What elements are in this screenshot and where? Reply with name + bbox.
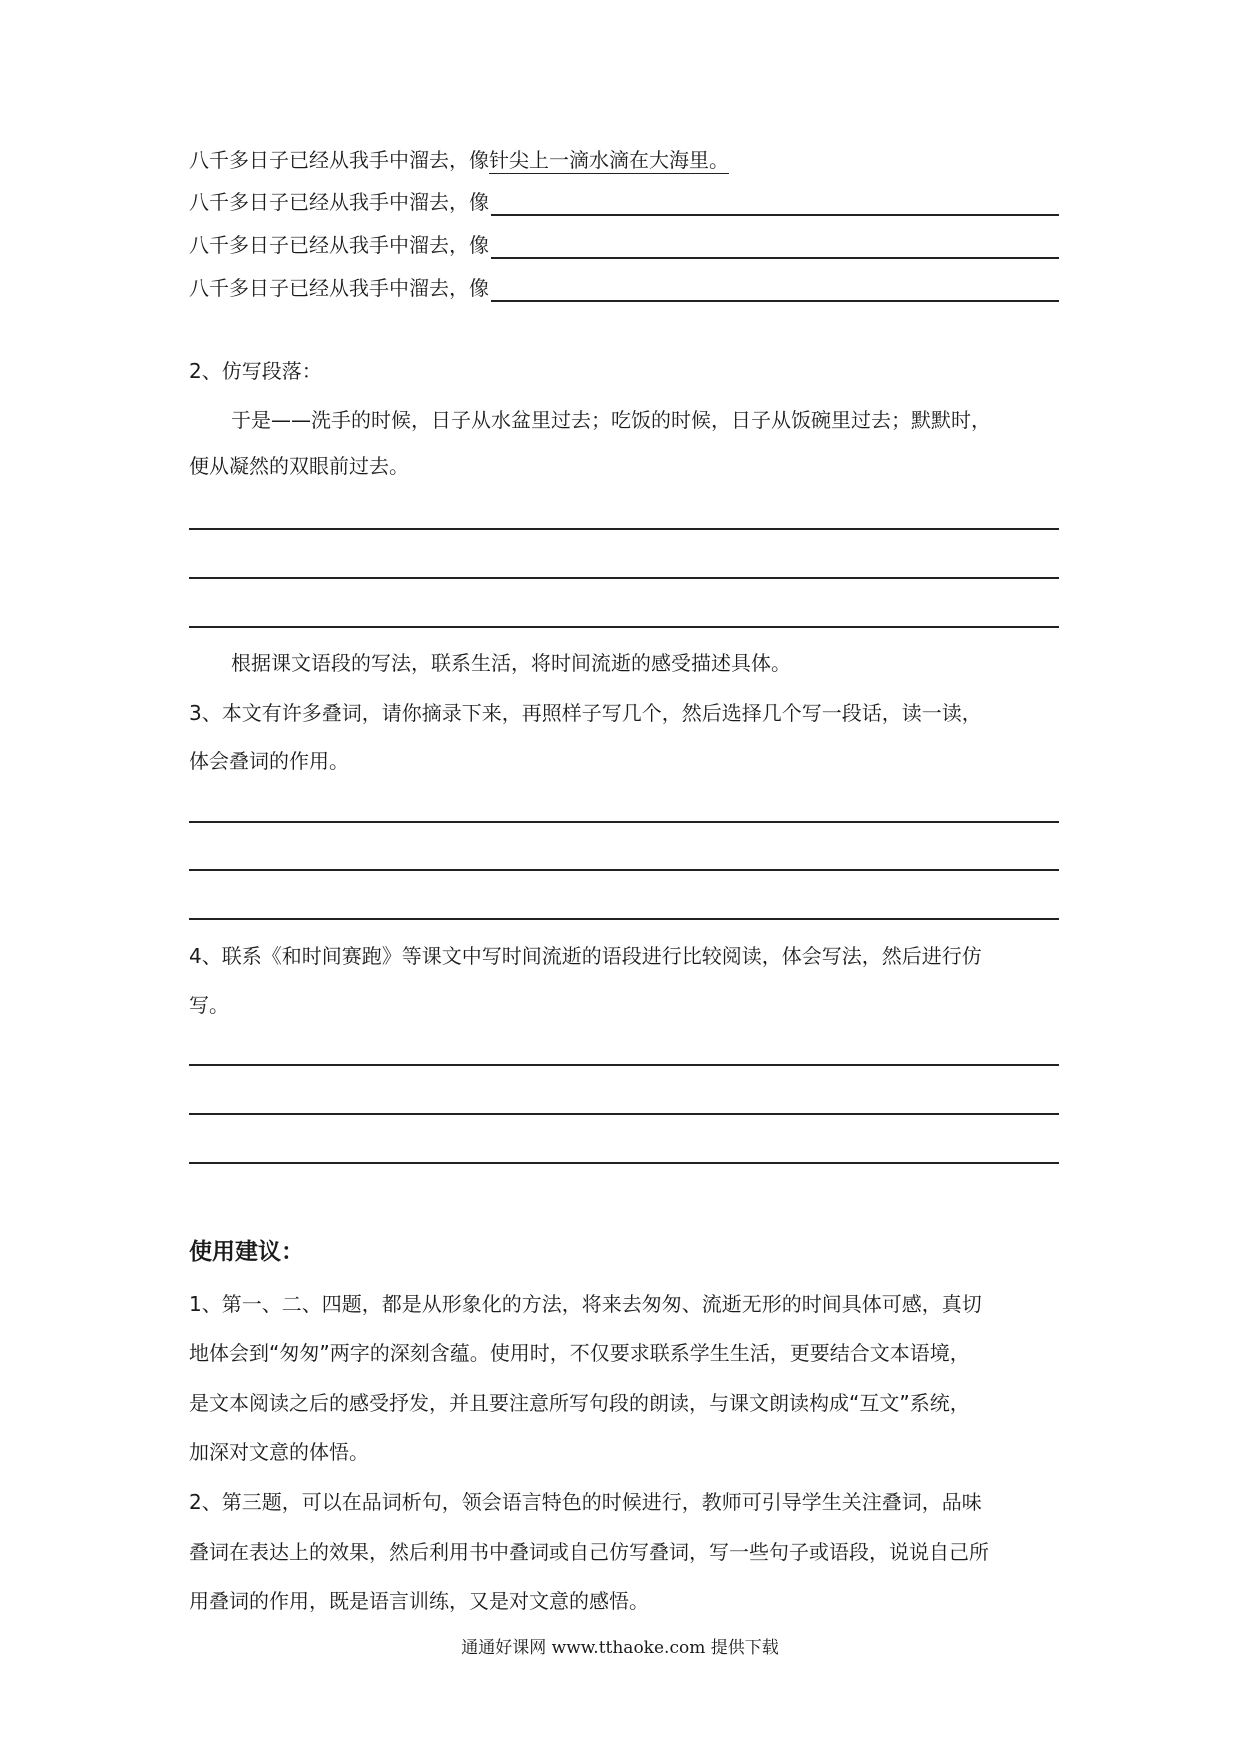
suggestion-1-line: 地体会到“匆匆”两字的深刻含蕴。使用时，不仅要求联系学生生活，更要结合文本语境， (189, 1341, 970, 1365)
answer-line[interactable] (189, 869, 1059, 871)
fill-in-blank[interactable] (491, 192, 1059, 216)
fill-row-2 (189, 231, 1059, 259)
answer-line[interactable] (189, 1162, 1059, 1164)
q2-paragraph-line-1: 于是——洗手的时候，日子从水盆里过去；吃饭的时候，日子从饭碗里过去；默默时， (231, 408, 991, 432)
suggestion-2-line: 用叠词的作用，既是语言训练，又是对文意的感悟。 (189, 1589, 649, 1613)
answer-line[interactable] (189, 821, 1059, 823)
answer-line[interactable] (189, 918, 1059, 920)
model-sentence-prefix: 八千多日子已经从我手中溜去，像 (189, 148, 489, 172)
fill-row-1 (189, 188, 1059, 216)
suggestion-1-line: 1、第一、二、四题，都是从形象化的方法，将来去匆匆、流逝无形的时间具体可感，真切 (189, 1292, 982, 1316)
q2-title: 2、仿写段落： (189, 359, 322, 383)
answer-line[interactable] (189, 577, 1059, 579)
suggestion-1-line: 是文本阅读之后的感受抒发，并且要注意所写句段的朗读，与课文朗读构成“互文”系统， (189, 1391, 970, 1415)
fill-row-prefix: 八千多日子已经从我手中溜去，像 (189, 276, 489, 300)
q3-line-2: 体会叠词的作用。 (189, 749, 349, 773)
suggestion-2-line: 叠词在表达上的效果，然后利用书中叠词或自己仿写叠词，写一些句子或语段，说说自己所 (189, 1540, 989, 1564)
answer-line[interactable] (189, 626, 1059, 628)
answer-line[interactable] (189, 1064, 1059, 1066)
q4-line-2: 写。 (189, 993, 229, 1017)
answer-line[interactable] (189, 1113, 1059, 1115)
fill-in-blank[interactable] (491, 235, 1059, 259)
q3-line-1: 3、本文有许多叠词，请你摘录下来，再照样子写几个，然后选择几个写一段话，读一读， (189, 701, 982, 725)
q2-paragraph-line-2: 便从凝然的双眼前过去。 (189, 454, 409, 478)
fill-row-3 (189, 274, 1059, 302)
suggestions-heading: 使用建议： (189, 1239, 304, 1265)
q2-hint: 根据课文语段的写法，联系生活，将时间流逝的感受描述具体。 (231, 651, 791, 675)
suggestion-1-line: 加深对文意的体悟。 (189, 1440, 369, 1464)
fill-row-prefix: 八千多日子已经从我手中溜去，像 (189, 190, 489, 214)
answer-line[interactable] (189, 528, 1059, 530)
fill-in-blank[interactable] (491, 278, 1059, 302)
model-sentence (189, 146, 1059, 174)
fill-row-prefix: 八千多日子已经从我手中溜去，像 (189, 233, 489, 257)
page-footer: 通通好课网 www.tthaoke.com 提供下载 (461, 1638, 779, 1658)
suggestion-2-line: 2、第三题，可以在品词析句，领会语言特色的时候进行，教师可引导学生关注叠词，品味 (189, 1490, 982, 1514)
model-sentence-answer: 针尖上一滴水滴在大海里。 (489, 148, 729, 172)
q4-line-1: 4、联系《和时间赛跑》等课文中写时间流逝的语段进行比较阅读，体会写法，然后进行仿 (189, 944, 982, 968)
